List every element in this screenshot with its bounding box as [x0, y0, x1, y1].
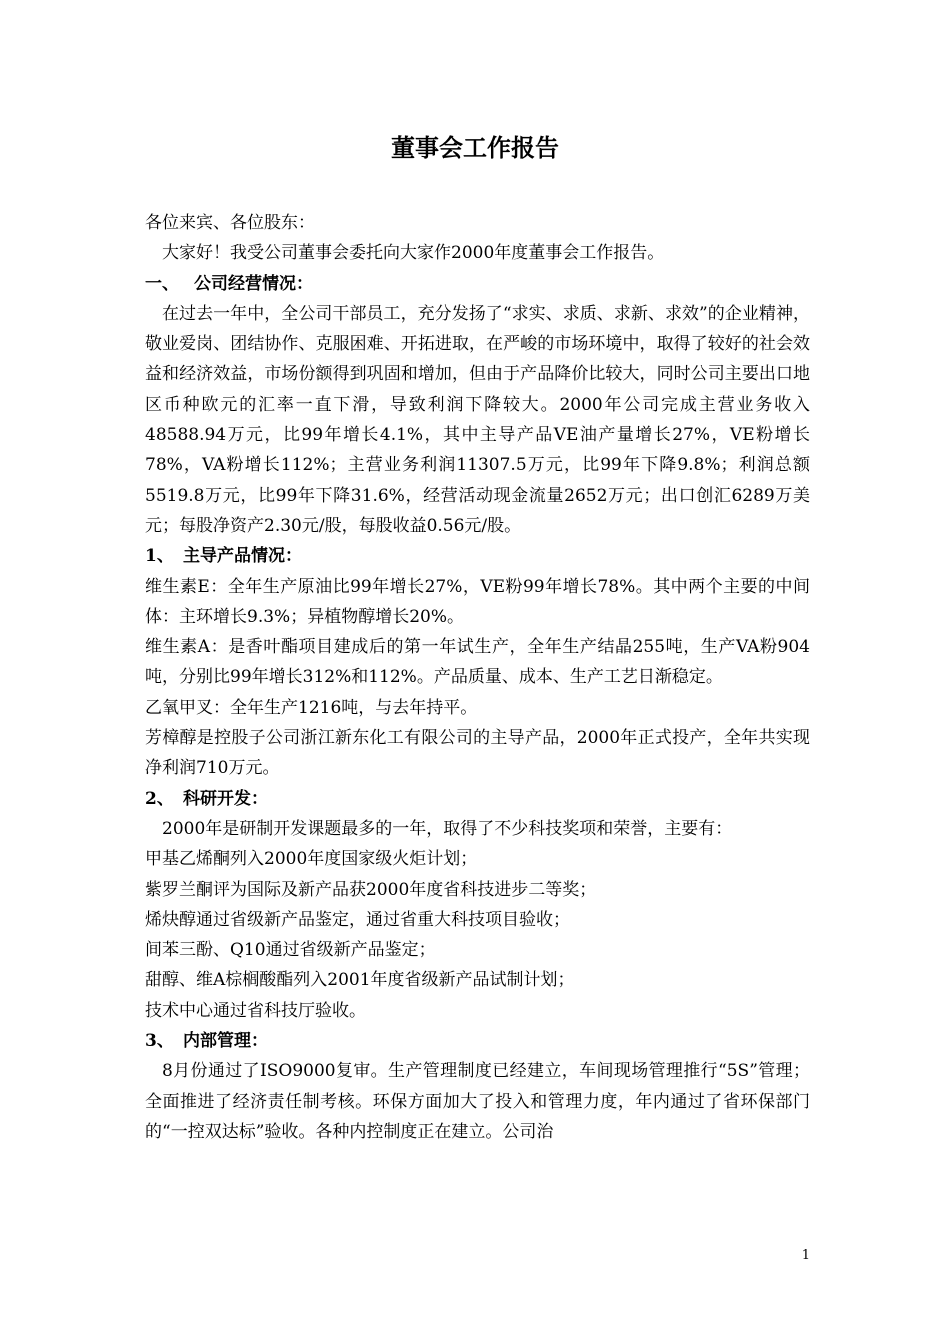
product-vitamin-e: 维生素E：全年生产原油比99年增长27%，VE粉99年增长78%。其中两个主要的中间体：主环增长9.3%；异植物醇增长20%。	[145, 576, 810, 627]
section-number: 一、	[145, 273, 179, 294]
section-number: 3、	[145, 1031, 174, 1052]
section-title: 内部管理：	[183, 1031, 268, 1052]
research-item: 甜醇、维A棕榈酸酯列入2001年度省级新产品试制计划；	[145, 970, 575, 991]
section-heading-products	[145, 541, 810, 571]
product-vitamin-a: 维生素A：是香叶酯项目建成后的第一年试生产，全年生产结晶255吨，生产VA粉904吨，分别比99年增长312%和112%。产品质量、成本、生产工艺日渐稳定。	[145, 637, 810, 688]
product-ethoxymethylene: 乙氧甲叉：全年生产1216吨，与去年持平。	[145, 697, 478, 718]
management-paragraph: 8月份通过了ISO9000复审。生产管理制度已经建立，车间现场管理推行“5S”管理；全面推进了经济责任制考核。环保方面加大了投入和管理力度，年内通过了省环保部门的“一控双达标”验收。各种内控制度正在建立。公司治	[145, 1061, 810, 1142]
research-item: 间苯三酚、Q10通过省级新产品鉴定；	[145, 940, 436, 961]
section-title: 科研开发：	[183, 788, 268, 809]
research-intro: 2000年是研制开发课题最多的一年，取得了不少科技奖项和荣誉，主要有：	[162, 818, 733, 839]
research-item: 紫罗兰酮评为国际及新产品获2000年度省科技进步二等奖；	[145, 879, 597, 900]
section-title: 主导产品情况：	[183, 546, 302, 567]
section-number: 2、	[145, 788, 174, 809]
document-body	[145, 208, 810, 1147]
document-title: 董事会工作报告	[391, 133, 559, 162]
page-number: 1	[801, 1248, 810, 1263]
greeting-paragraph: 大家好！我受公司董事会委托向大家作2000年度董事会工作报告。	[162, 243, 665, 264]
section-heading-operations	[145, 269, 810, 299]
product-linalool: 芳樟醇是控股子公司浙江新东化工有限公司的主导产品，2000年正式投产，全年共实现净利润710万元。	[145, 728, 810, 779]
salutation: 各位来宾、各位股东：	[145, 213, 315, 233]
section-heading-management	[145, 1026, 810, 1056]
operations-paragraph: 在过去一年中，全公司干部员工，充分发扬了“求实、求质、求新、求效”的企业精神，敬业爱岗、团结协作、克服困难、开拓进取，在严峻的市场环境中，取得了较好的社会效益和经济效益，市场份额得到巩固和增加，但由于产品降价比较大，同时公司主要出口地区币种欧元的汇率一直下滑，导致利润下降较大。2000年公司完成主营业务收入48588.94万元，比99年增长4.1%，其中主导产品VE油产量增长27%，VE粉增长78%，VA粉增长112%；主营业务利润11307.5万元，比99年下降9.8%；利润总额5519.8万元，比99年下降31.6%，经营活动现金流量2652万元；出口创汇6289万美元；每股净资产2.30元/股，每股收益0.56元/股。	[145, 303, 810, 536]
research-item: 烯炔醇通过省级新产品鉴定，通过省重大科技项目验收；	[145, 909, 570, 930]
section-title: 公司经营情况：	[194, 273, 313, 294]
research-item: 技术中心通过省科技厅验收。	[145, 1000, 366, 1021]
research-item: 甲基乙烯酮列入2000年度国家级火炬计划；	[145, 849, 478, 870]
section-number: 1、	[145, 546, 174, 567]
section-heading-research	[145, 784, 810, 814]
